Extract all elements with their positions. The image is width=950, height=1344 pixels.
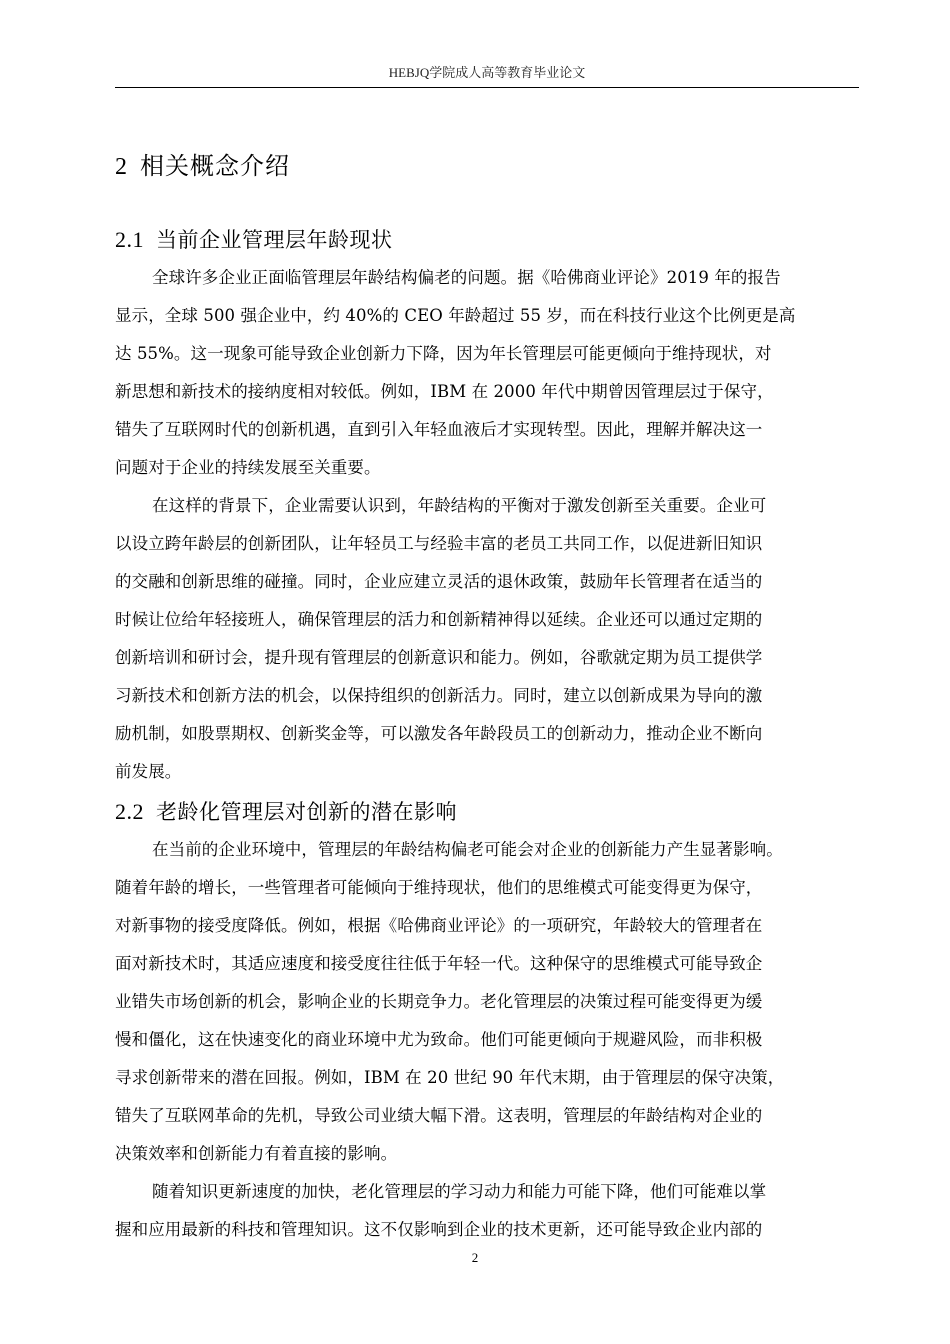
paragraph-line: 寻求创新带来的潜在回报。例如，IBM 在 20 世纪 90 年代末期，由于管理层的保守决策，: [115, 1068, 785, 1087]
subsection-number: 2.2: [115, 799, 144, 824]
paragraph-line: 决策效率和创新能力有着直接的影响。: [115, 1144, 398, 1163]
paragraph-line: 问题对于企业的持续发展至关重要。: [115, 458, 381, 477]
section-number: 2: [115, 154, 128, 180]
paragraph-2-2-a: [115, 831, 859, 1173]
paragraph-2-1-b: [115, 487, 859, 791]
paragraph-line: 全球许多企业正面临管理层年龄结构偏老的问题。据《哈佛商业评论》2019 年的报告: [152, 268, 781, 287]
paragraph-line: 慢和僵化，这在快速变化的商业环境中尤为致命。他们可能更倾向于规避风险，而非积极: [115, 1030, 763, 1049]
page-number: 2: [471, 1250, 479, 1265]
paragraph-2-2-b: [115, 1173, 859, 1249]
paragraph-line: 显示，全球 500 强企业中，约 40%的 CEO 年龄超过 55 岁，而在科技行业这个比例更是高: [115, 306, 796, 325]
paragraph-line: 业错失市场创新的机会，影响企业的长期竞争力。老化管理层的决策过程可能变得更为缓: [115, 992, 763, 1011]
paragraph-line: 新思想和新技术的接纳度相对较低。例如，IBM 在 2000 年代中期曾因管理层过于保守，: [115, 382, 774, 401]
paragraph-line: 错失了互联网时代的创新机遇，直到引入年轻血液后才实现转型。因此，理解并解决这一: [115, 420, 763, 439]
paragraph-2-1-a: [115, 259, 859, 487]
paragraph-line: 在当前的企业环境中，管理层的年龄结构偏老可能会对企业的创新能力产生显著影响。: [152, 840, 783, 859]
running-header: HEBJQ学院成人高等教育毕业论文: [388, 65, 586, 80]
subsection-heading-2-1: [115, 224, 393, 254]
paragraph-line: 错失了互联网革命的先机，导致公司业绩大幅下滑。这表明，管理层的年龄结构对企业的: [115, 1106, 763, 1125]
subsection-heading-2-2: [115, 796, 457, 826]
subsection-title: 老龄化管理层对创新的潜在影响: [156, 800, 457, 824]
paragraph-line: 在这样的背景下，企业需要认识到，年龄结构的平衡对于激发创新至关重要。企业可: [152, 496, 767, 515]
section-heading: [115, 146, 290, 181]
section-title: 相关概念介绍: [140, 152, 290, 180]
paragraph-line: 的交融和创新思维的碰撞。同时，企业应建立灵活的退休政策，鼓励年长管理者在适当的: [115, 572, 763, 591]
paragraph-line: 面对新技术时，其适应速度和接受度往往低于年轻一代。这种保守的思维模式可能导致企: [115, 954, 763, 973]
paragraph-line: 前发展。: [115, 762, 182, 781]
paragraph-line: 对新事物的接受度降低。例如，根据《哈佛商业评论》的一项研究，年龄较大的管理者在: [115, 916, 763, 935]
subsection-number: 2.1: [115, 227, 144, 252]
paragraph-line: 励机制，如股票期权、创新奖金等，可以激发各年龄段员工的创新动力，推动企业不断向: [115, 724, 763, 743]
paragraph-line: 随着知识更新速度的加快，老化管理层的学习动力和能力可能下降，他们可能难以掌: [152, 1182, 767, 1201]
paragraph-line: 以设立跨年龄层的创新团队，让年轻员工与经验丰富的老员工共同工作，以促进新旧知识: [115, 534, 763, 553]
paragraph-line: 创新培训和研讨会，提升现有管理层的创新意识和能力。例如，谷歌就定期为员工提供学: [115, 648, 763, 667]
paragraph-line: 习新技术和创新方法的机会，以保持组织的创新活力。同时，建立以创新成果为导向的激: [115, 686, 763, 705]
subsection-title: 当前企业管理层年龄现状: [156, 228, 393, 252]
paragraph-line: 达 55%。这一现象可能导致企业创新力下降，因为年长管理层可能更倾向于维持现状，对: [115, 344, 772, 363]
paragraph-line: 时候让位给年轻接班人，确保管理层的活力和创新精神得以延续。企业还可以通过定期的: [115, 610, 763, 629]
paragraph-line: 随着年龄的增长，一些管理者可能倾向于维持现状，他们的思维模式可能变得更为保守，: [115, 878, 763, 897]
paragraph-line: 握和应用最新的科技和管理知识。这不仅影响到企业的技术更新，还可能导致企业内部的: [115, 1220, 763, 1239]
header-rule: [115, 87, 859, 88]
